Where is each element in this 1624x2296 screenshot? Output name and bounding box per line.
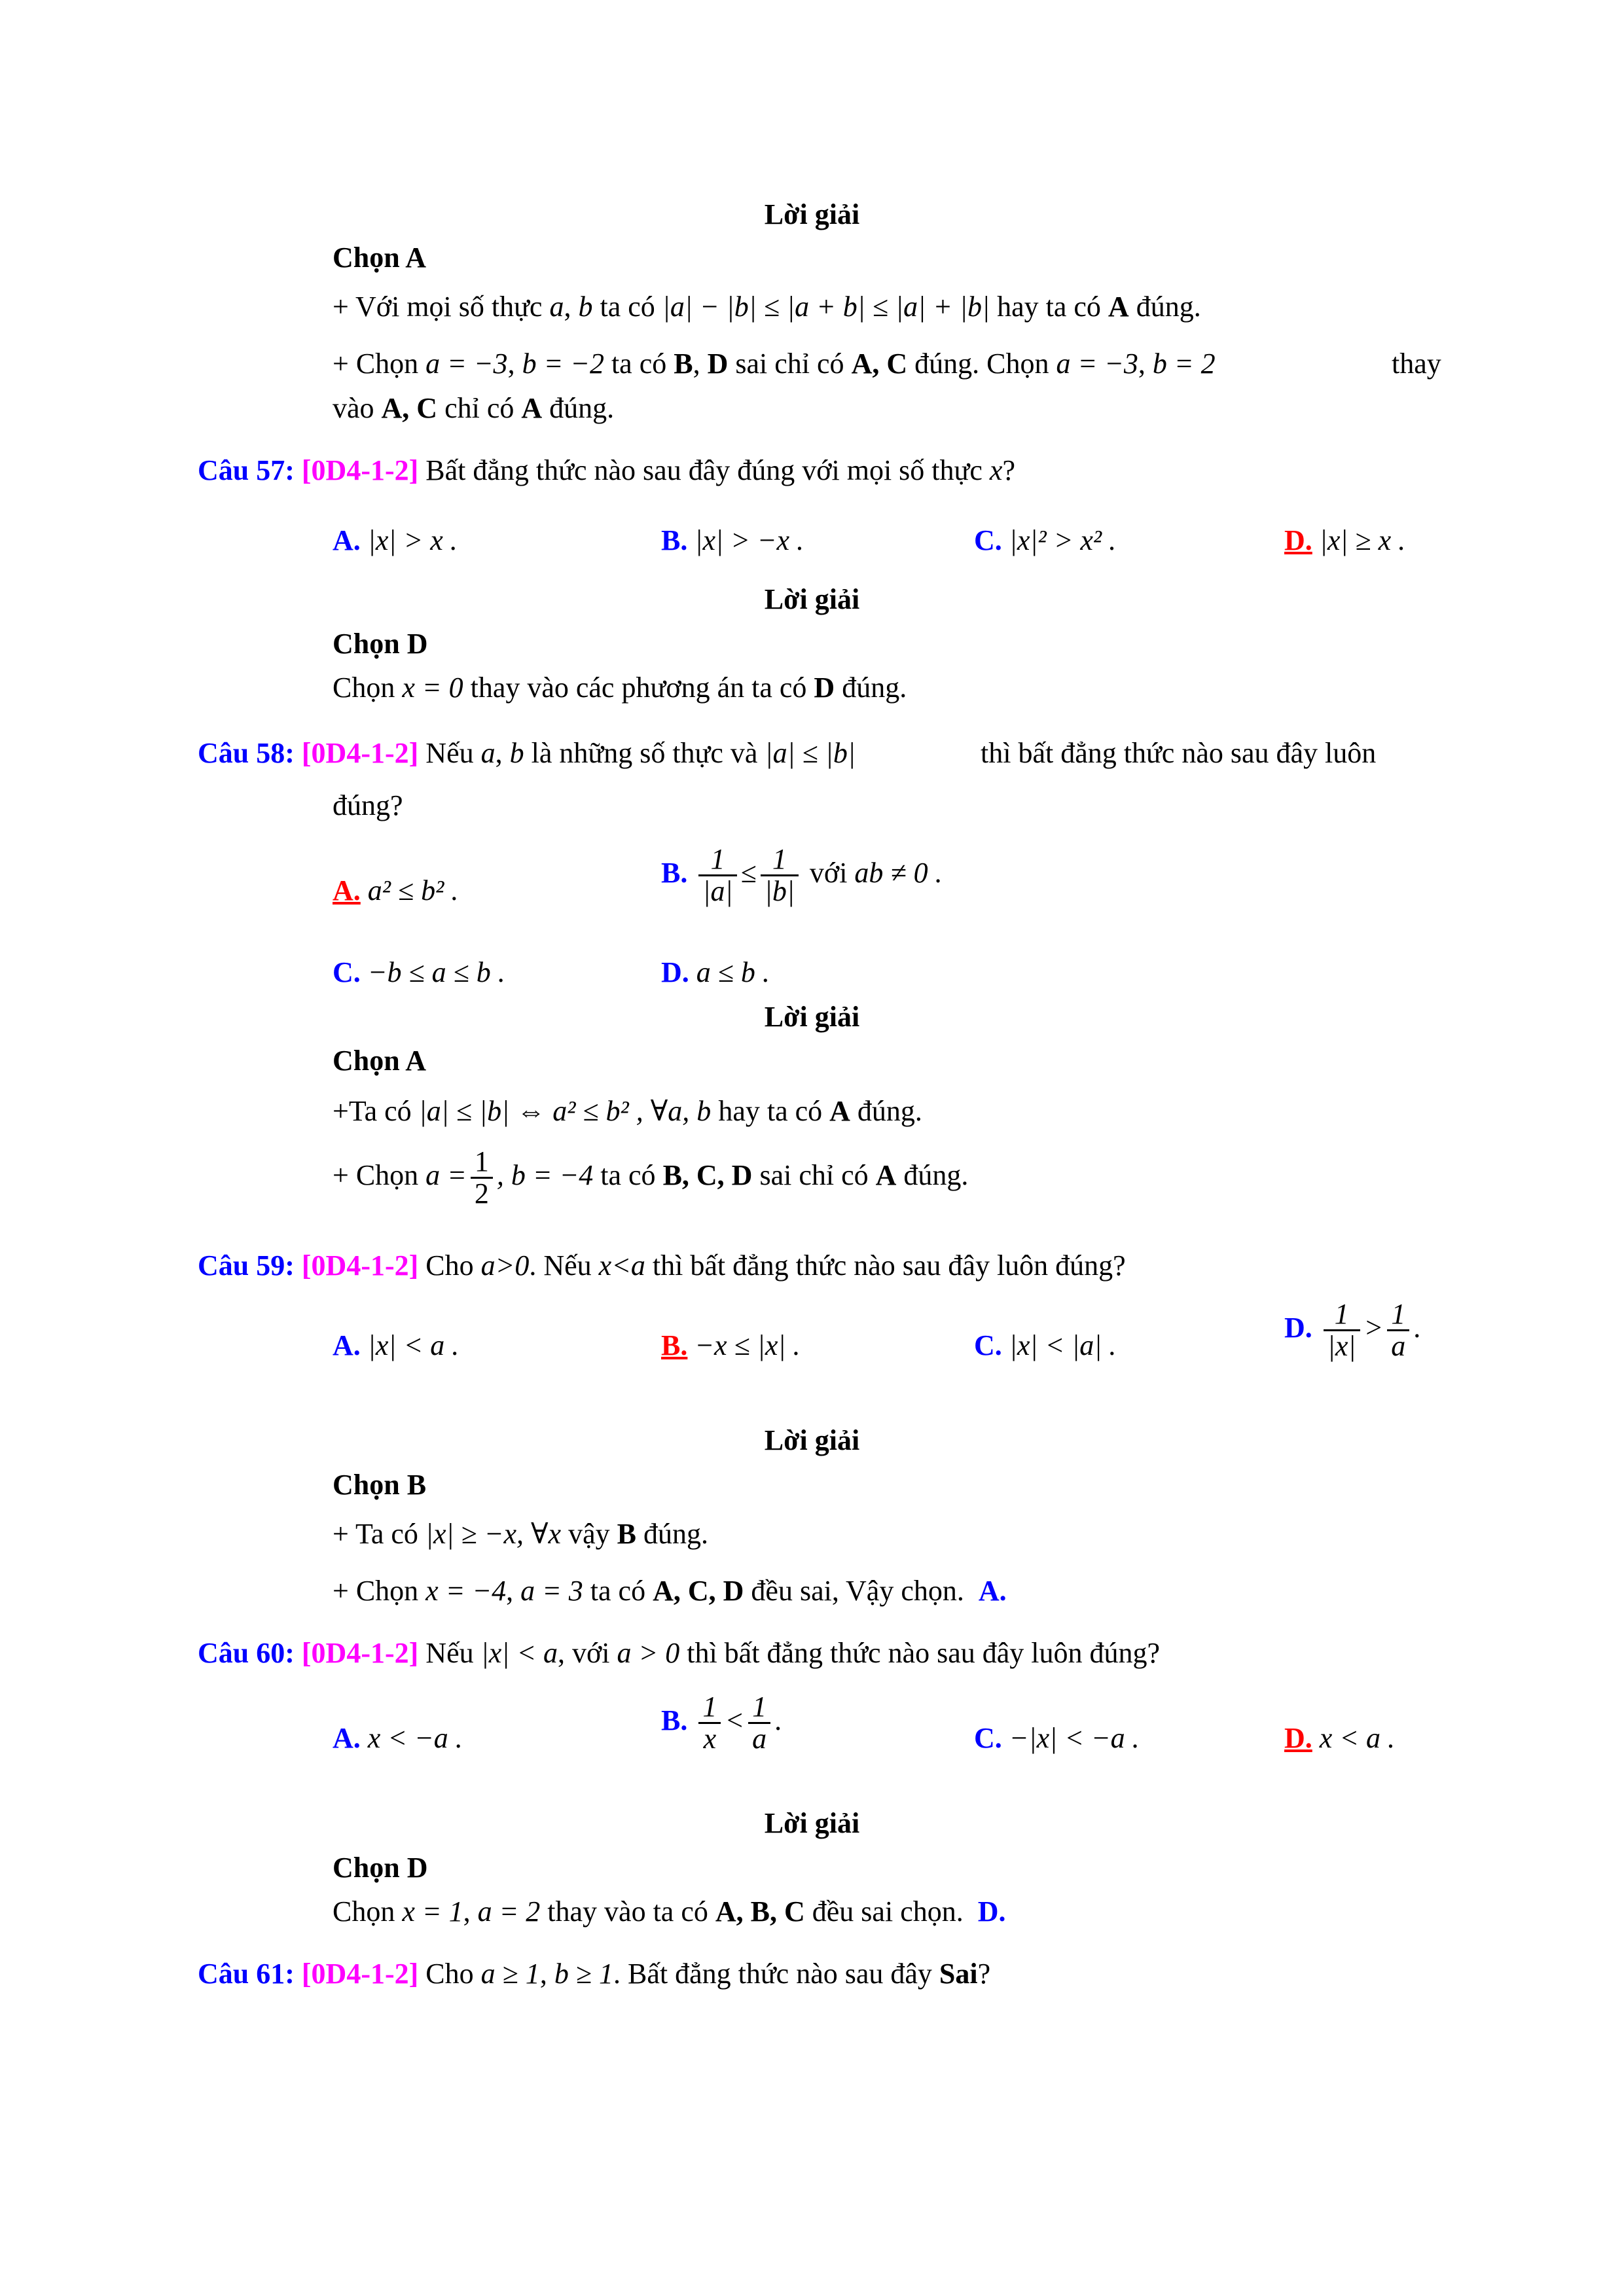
option-c[interactable]: C. −b ≤ a ≤ b . — [333, 956, 505, 988]
solution-heading: Lời giải — [764, 198, 860, 230]
option-c[interactable]: C. −|x| < −a . — [974, 1722, 1140, 1754]
option-d-correct[interactable]: D. |x| ≥ x . — [1284, 524, 1406, 556]
question-59: Câu 59: [0D4-1-2] Cho a>0. Nếu x<a thì bất đẳng thức nào sau đây luôn đúng? — [198, 1249, 1126, 1282]
question-58: Câu 58: [0D4-1-2] Nếu a, b là những số thực và |a| ≤ |b| — [198, 737, 856, 769]
option-c[interactable]: C. |x|² > x² . — [974, 524, 1117, 556]
choose-answer: Chọn A — [333, 242, 427, 274]
option-d[interactable]: D. $\frac{1}{|x|}$ > $\frac{1}{a}$ . — [1284, 1298, 1421, 1363]
option-d-correct[interactable]: D. x < a . — [1284, 1722, 1396, 1754]
solution-heading: Lời giải — [764, 583, 860, 615]
question-57: Câu 57: [0D4-1-2] Bất đẳng thức nào sau đây đúng với mọi số thực x? — [198, 454, 1015, 486]
fraction: $\frac{1}{a}$ — [748, 1692, 770, 1754]
solution-line: Chọn x = 0 thay vào các phương án ta có D đúng. — [333, 672, 907, 704]
fraction: $\frac{1}{x}$ — [698, 1692, 721, 1754]
question-61: Câu 61: [0D4-1-2] Cho a ≥ 1, b ≥ 1. Bất đẳng thức nào sau đây Sai? — [198, 1958, 991, 1990]
question-58-cont: đúng? — [333, 789, 403, 821]
solution-heading: Lời giải — [764, 1001, 860, 1033]
choose-answer: Chọn B — [333, 1469, 427, 1501]
solution-line: Chọn x = 1, a = 2 thay vào ta có A, B, C đều sai chọn. D. — [333, 1895, 1006, 1928]
question-58-end: thì bất đẳng thức nào sau đây luôn — [981, 737, 1377, 769]
option-b[interactable]: B. |x| > −x . — [661, 524, 804, 556]
choose-answer: Chọn D — [333, 628, 428, 660]
option-c[interactable]: C. |x| < |a| . — [974, 1329, 1117, 1361]
option-b[interactable]: B. $\frac{1}{|a|}$ ≤ $\frac{1}{|b|}$ với ab ≠ 0 . — [661, 843, 943, 908]
fraction: $\frac{1}{a}$ — [1387, 1299, 1409, 1361]
option-a[interactable]: A. |x| < a . — [333, 1329, 460, 1361]
solution-line: + Chọn a = −3, b = −2 ta có B, D sai chỉ có A, C đúng. Chọn a = −3, b = 2 — [333, 348, 1216, 380]
choose-answer: Chọn D — [333, 1852, 428, 1884]
solution-heading: Lời giải — [764, 1807, 860, 1839]
solution-heading: Lời giải — [764, 1424, 860, 1456]
fraction: $\frac{1}{|x|}$ — [1324, 1299, 1360, 1361]
solution-line: + Ta có |x| ≥ −x, ∀x vậy B đúng. — [333, 1518, 708, 1550]
option-a[interactable]: A. |x| > x . — [333, 524, 458, 556]
option-a[interactable]: A. x < −a . — [333, 1722, 463, 1754]
option-b[interactable]: B. $\frac{1}{x}$ < $\frac{1}{a}$ . — [661, 1691, 782, 1755]
fraction: $\frac{1}{|b|}$ — [761, 844, 799, 906]
fraction-half: $\frac{1}{2}$ — [471, 1147, 493, 1209]
solution-line: +Ta có |a| ≤ |b| ⇔ a² ≤ b² , ∀a, b hay ta có A đúng. — [333, 1095, 922, 1127]
solution-line-end: thay — [1392, 348, 1441, 380]
choose-answer: Chọn A — [333, 1045, 427, 1077]
solution-line: + Chọn a = $\frac{1}{2}$ , b = −4 ta có B, C, D sai chỉ có A đúng. — [333, 1145, 969, 1210]
fraction: $\frac{1}{|a|}$ — [698, 844, 736, 906]
solution-line: + Chọn x = −4, a = 3 ta có A, C, D đều sai, Vậy chọn. A. — [333, 1575, 1007, 1607]
question-60: Câu 60: [0D4-1-2] Nếu |x| < a, với a > 0 thì bất đẳng thức nào sau đây luôn đúng? — [198, 1637, 1161, 1669]
option-d[interactable]: D. a ≤ b . — [661, 956, 770, 988]
solution-line: + Với mọi số thực a, b ta có |a| − |b| ≤ |a + b| ≤ |a| + |b| hay ta có A đúng. — [333, 291, 1201, 323]
solution-line: vào A, C chỉ có A đúng. — [333, 392, 615, 424]
option-b-correct[interactable]: B. −x ≤ |x| . — [661, 1329, 801, 1361]
option-a-correct[interactable]: A. a² ≤ b² . — [333, 874, 459, 906]
